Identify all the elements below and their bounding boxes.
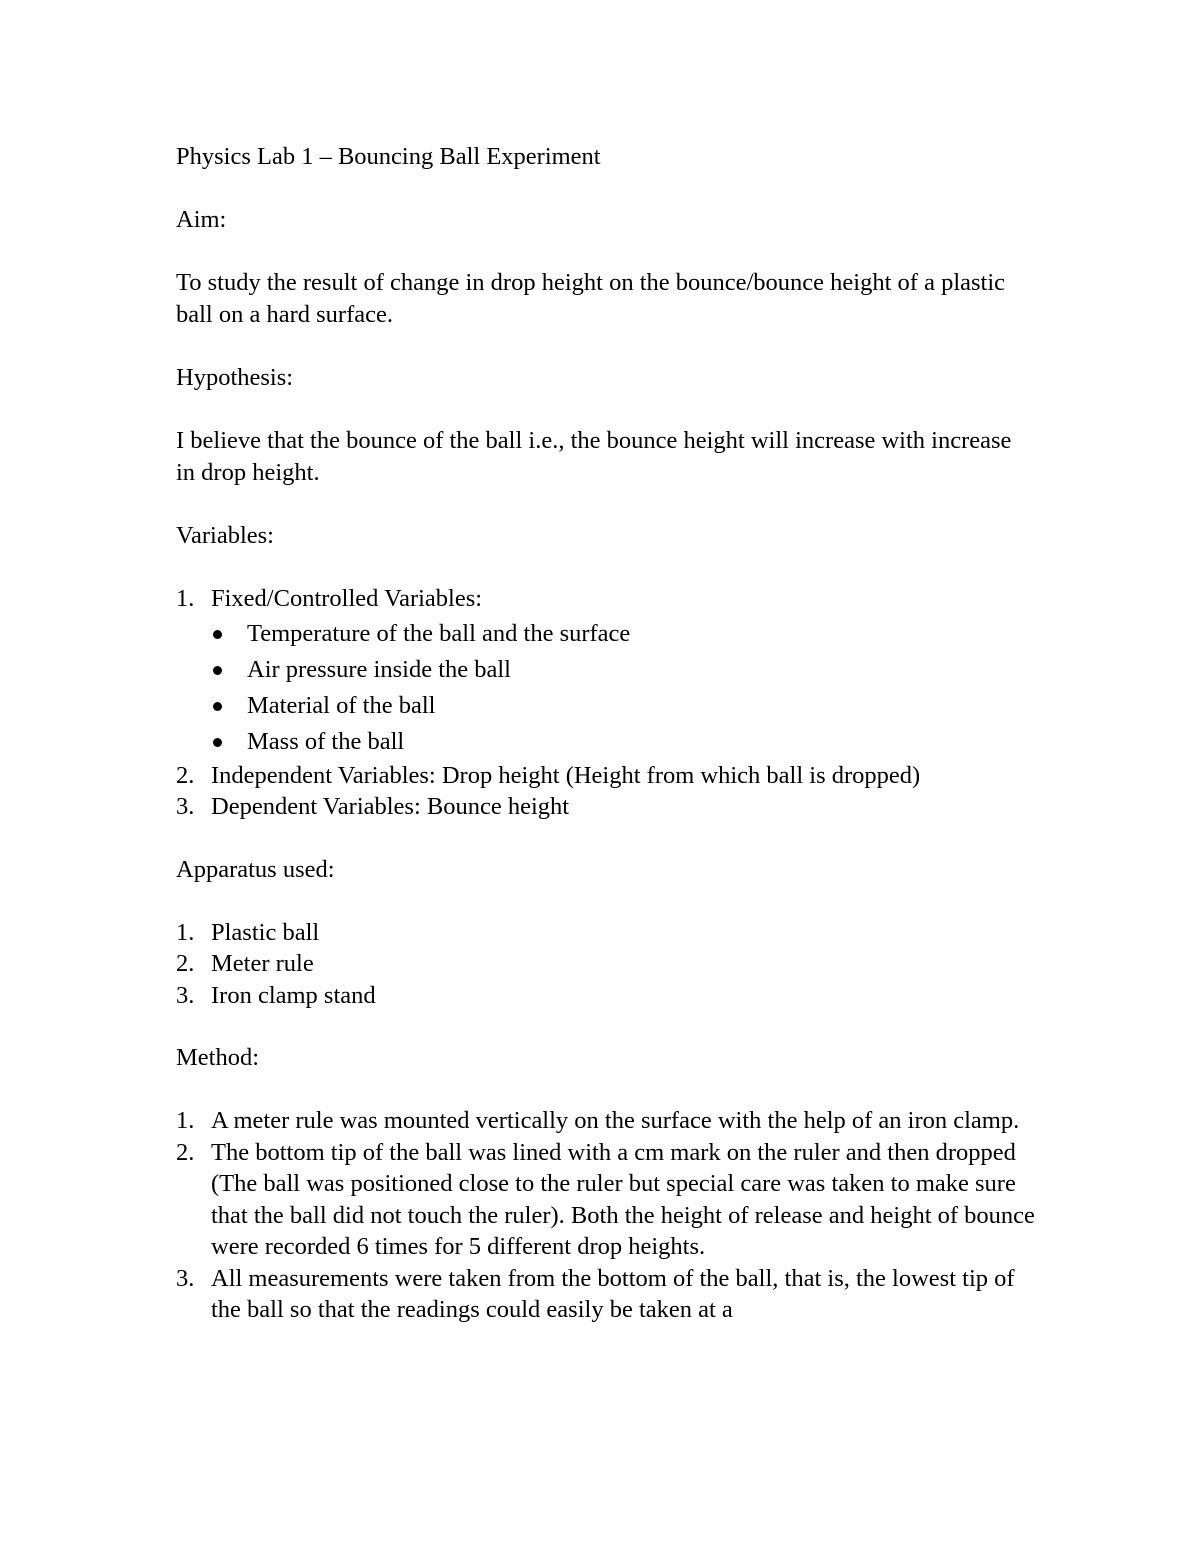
list-number: 1. bbox=[176, 918, 195, 946]
bullet-item-text: Temperature of the ball and the surface bbox=[247, 619, 631, 647]
aim-heading: Aim: bbox=[176, 206, 227, 233]
apparatus-item bbox=[176, 917, 1036, 949]
list-item-text: Plastic ball bbox=[211, 918, 320, 946]
apparatus-list bbox=[176, 917, 1036, 1012]
controlled-variables-list bbox=[211, 616, 1036, 760]
bullet-item-text: Mass of the ball bbox=[247, 727, 405, 755]
list-number: 2. bbox=[176, 1138, 195, 1166]
method-item bbox=[176, 1263, 1036, 1326]
bullet-item bbox=[211, 616, 1036, 652]
bullet-item-text: Air pressure inside the ball bbox=[247, 655, 511, 683]
variables-list bbox=[176, 583, 1036, 823]
list-item-text: Fixed/Controlled Variables: bbox=[211, 585, 483, 612]
list-number: 2. bbox=[176, 761, 195, 789]
list-number: 1. bbox=[176, 585, 195, 612]
variables-item-controlled bbox=[176, 583, 1036, 760]
apparatus-item bbox=[176, 980, 1036, 1012]
list-item-text: All measurements were taken from the bottom of the ball, that is, the lowest tip of the ball so that the readings could easily be taken at a bbox=[211, 1264, 1015, 1323]
variables-item-dependent bbox=[176, 791, 1036, 823]
list-item-text: A meter rule was mounted vertically on the surface with the help of an iron clamp. bbox=[211, 1107, 1020, 1134]
list-item-text: Dependent Variables: Bounce height bbox=[211, 793, 570, 820]
method-heading: Method: bbox=[176, 1044, 260, 1071]
method-list bbox=[176, 1105, 1036, 1326]
bullet-item bbox=[211, 724, 1036, 760]
method-item bbox=[176, 1105, 1036, 1137]
aim-text: To study the result of change in drop height on the bounce/bounce height of a plastic ball on a hard surface. bbox=[176, 269, 1006, 328]
list-item-text: Independent Variables: Drop height (Height from which ball is dropped) bbox=[211, 761, 921, 789]
apparatus-item bbox=[176, 948, 1036, 980]
bullet-item-text: Material of the ball bbox=[247, 691, 436, 719]
list-number: 3. bbox=[176, 793, 195, 820]
hypothesis-heading: Hypothesis: bbox=[176, 364, 294, 391]
hypothesis-text: I believe that the bounce of the ball i.e., the bounce height will increase with increase in drop height. bbox=[176, 427, 1012, 486]
document-body bbox=[176, 141, 1036, 1357]
list-number: 3. bbox=[176, 981, 195, 1009]
list-number: 3. bbox=[176, 1264, 195, 1292]
list-item-text: Meter rule bbox=[211, 950, 314, 977]
bullet-item bbox=[211, 688, 1036, 724]
bullet-item bbox=[211, 652, 1036, 688]
bullet-dot-icon bbox=[213, 738, 222, 747]
bullet-dot-icon bbox=[213, 630, 222, 639]
list-item-text: Iron clamp stand bbox=[211, 981, 376, 1009]
apparatus-heading: Apparatus used: bbox=[176, 855, 335, 883]
variables-heading: Variables: bbox=[176, 522, 274, 549]
list-number: 1. bbox=[176, 1107, 195, 1134]
bullet-dot-icon bbox=[213, 702, 222, 711]
variables-item-independent bbox=[176, 760, 1036, 792]
list-item-text: The bottom tip of the ball was lined with a cm mark on the ruler and then dropped (The ball was positioned close to the ruler but special care was taken to make sure that the ball did not touch the ruler). Both the height of release and height of bounce were recorded 6 times for 5 different drop heights. bbox=[211, 1138, 1035, 1260]
bullet-dot-icon bbox=[213, 666, 222, 675]
method-item bbox=[176, 1137, 1036, 1263]
document-title: Physics Lab 1 – Bouncing Ball Experiment bbox=[176, 143, 601, 170]
list-number: 2. bbox=[176, 950, 195, 977]
